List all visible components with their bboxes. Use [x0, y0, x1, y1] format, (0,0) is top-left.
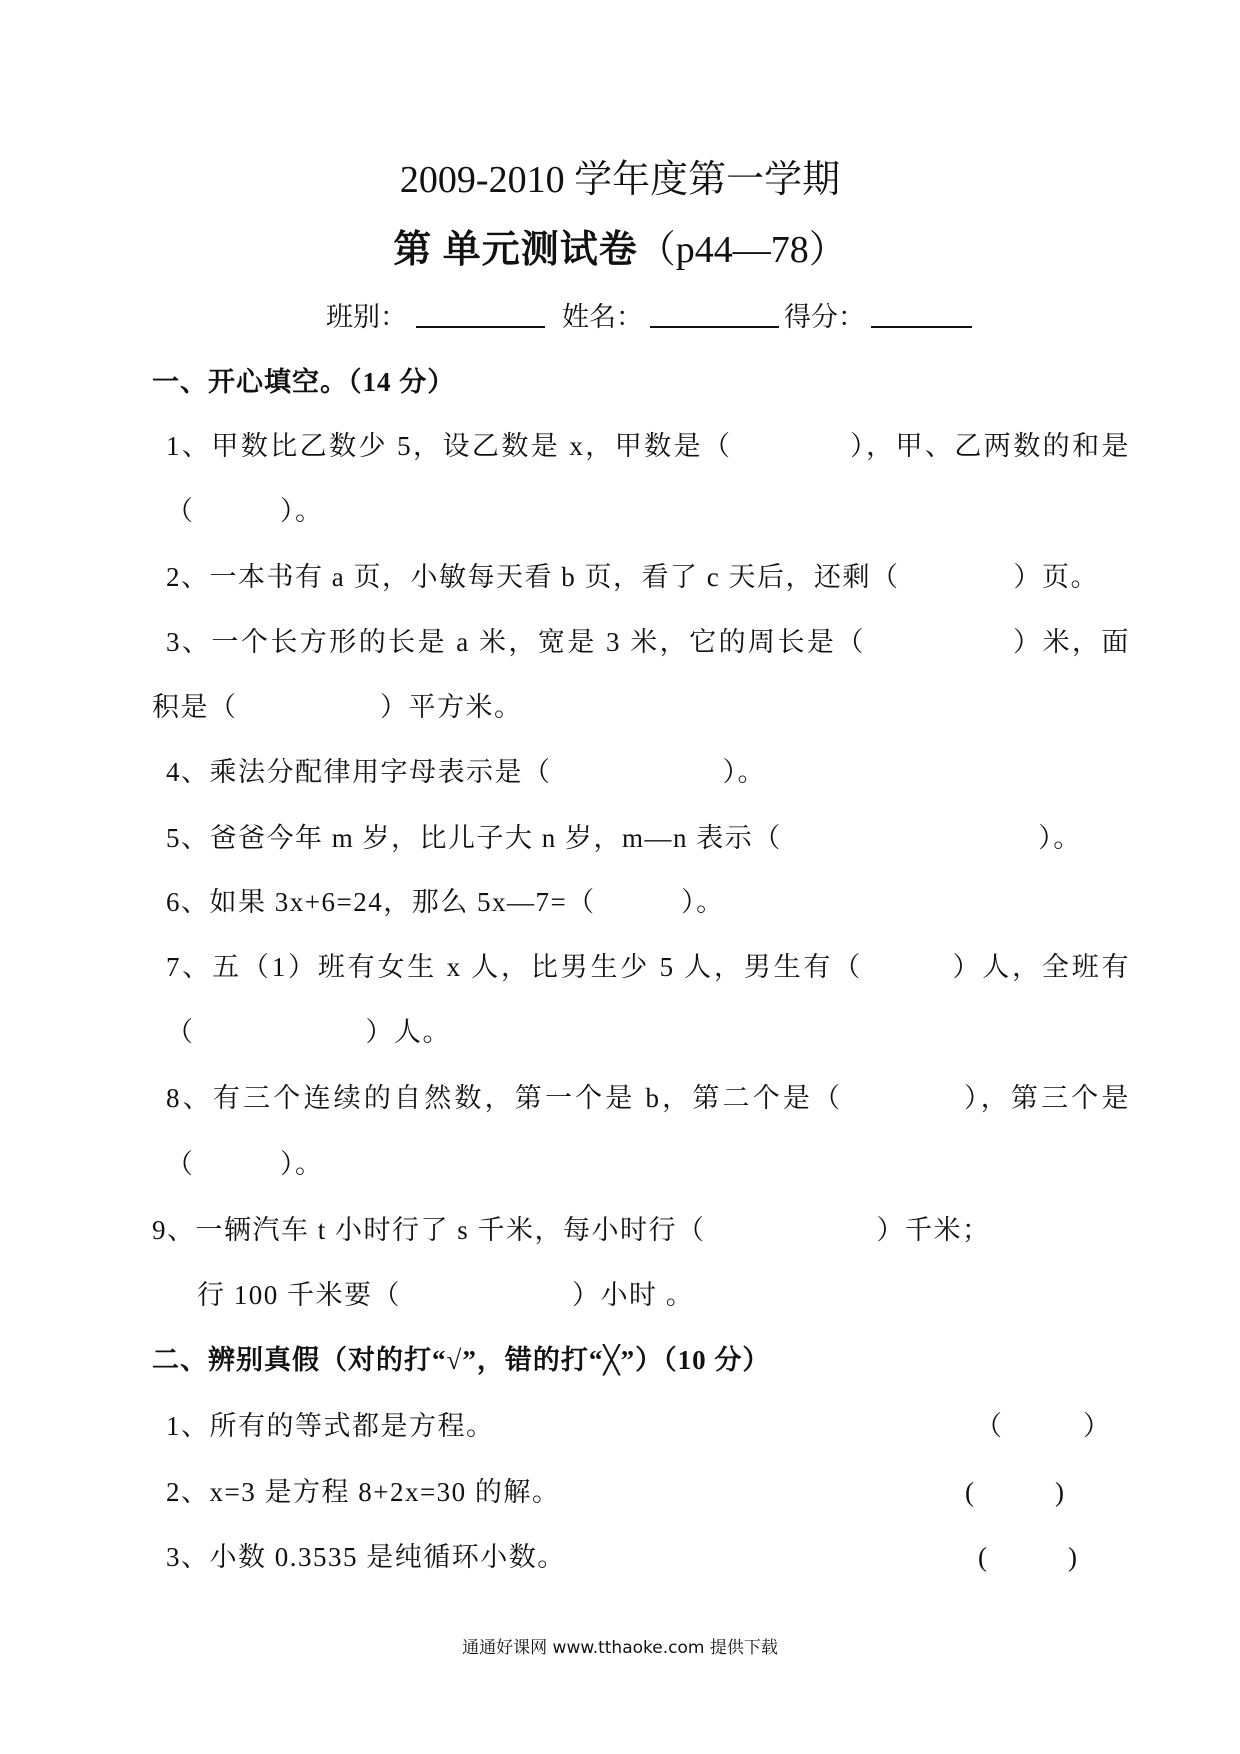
- judge-answer-blank: （ ）: [975, 1411, 1110, 1441]
- question-line: 积是（ ）平方米。: [152, 692, 523, 722]
- question-line: 行 100 千米要（ ）小时 。: [197, 1280, 695, 1310]
- judge-answer-blank: ( ): [978, 1542, 1077, 1572]
- name-label: 姓名：: [562, 302, 643, 332]
- score-blank: [871, 297, 972, 328]
- section-heading: 二、辨别真假（对的打“√”，错的打“╳”）（10 分）: [152, 1345, 771, 1375]
- judge-statement: 3、小数 0.3535 是纯循环小数。: [166, 1542, 566, 1572]
- name-blank: [650, 297, 779, 328]
- subtitle-main: 第 单元测试卷: [393, 229, 638, 271]
- question-line: （ ）。: [166, 496, 324, 526]
- page-subtitle: [0, 228, 1240, 272]
- score-label: 得分：: [784, 302, 865, 332]
- page-footer: 通通好课网 www.tthaoke.com 提供下载: [462, 1638, 778, 1658]
- question-line: 8、有三个连续的自然数，第一个是 b，第二个是（ ），第三个是: [166, 1083, 1130, 1113]
- question-line: 6、如果 3x+6=24，那么 5x—7=（ ）。: [166, 887, 725, 917]
- question-line: 9、一辆汽车 t 小时行了 s 千米，每小时行（ ）千米；: [152, 1215, 991, 1245]
- question-line: （ ）。: [166, 1149, 324, 1179]
- judge-statement: 2、x=3 是方程 8+2x=30 的解。: [166, 1477, 561, 1507]
- judge-statement: 1、所有的等式都是方程。: [166, 1411, 495, 1441]
- question-line: 4、乘法分配律用字母表示是（ ）。: [166, 757, 766, 787]
- question-line: （ ）人。: [166, 1017, 451, 1047]
- class-label: 班别：: [326, 302, 407, 332]
- page-title: 2009-2010 学年度第一学期: [399, 159, 841, 201]
- question-line: 7、五（1）班有女生 x 人，比男生少 5 人，男生有（ ）人，全班有: [166, 952, 1130, 982]
- question-line: 5、爸爸今年 m 岁，比儿子大 n 岁，m—n 表示（ ）。: [166, 823, 1082, 853]
- question-line: 2、一本书有 a 页，小敏每天看 b 页，看了 c 天后，还剩（ ）页。: [166, 562, 1099, 592]
- question-line: 1、甲数比乙数少 5，设乙数是 x，甲数是（ ），甲、乙两数的和是: [166, 431, 1130, 461]
- question-line: 3、一个长方形的长是 a 米，宽是 3 米，它的周长是（ ）米，面: [166, 627, 1130, 657]
- subtitle-page-range: （p44—78）: [637, 229, 847, 271]
- class-blank: [416, 297, 545, 328]
- judge-answer-blank: ( ): [965, 1477, 1064, 1507]
- section-heading: 一、开心填空。（14 分）: [152, 367, 456, 397]
